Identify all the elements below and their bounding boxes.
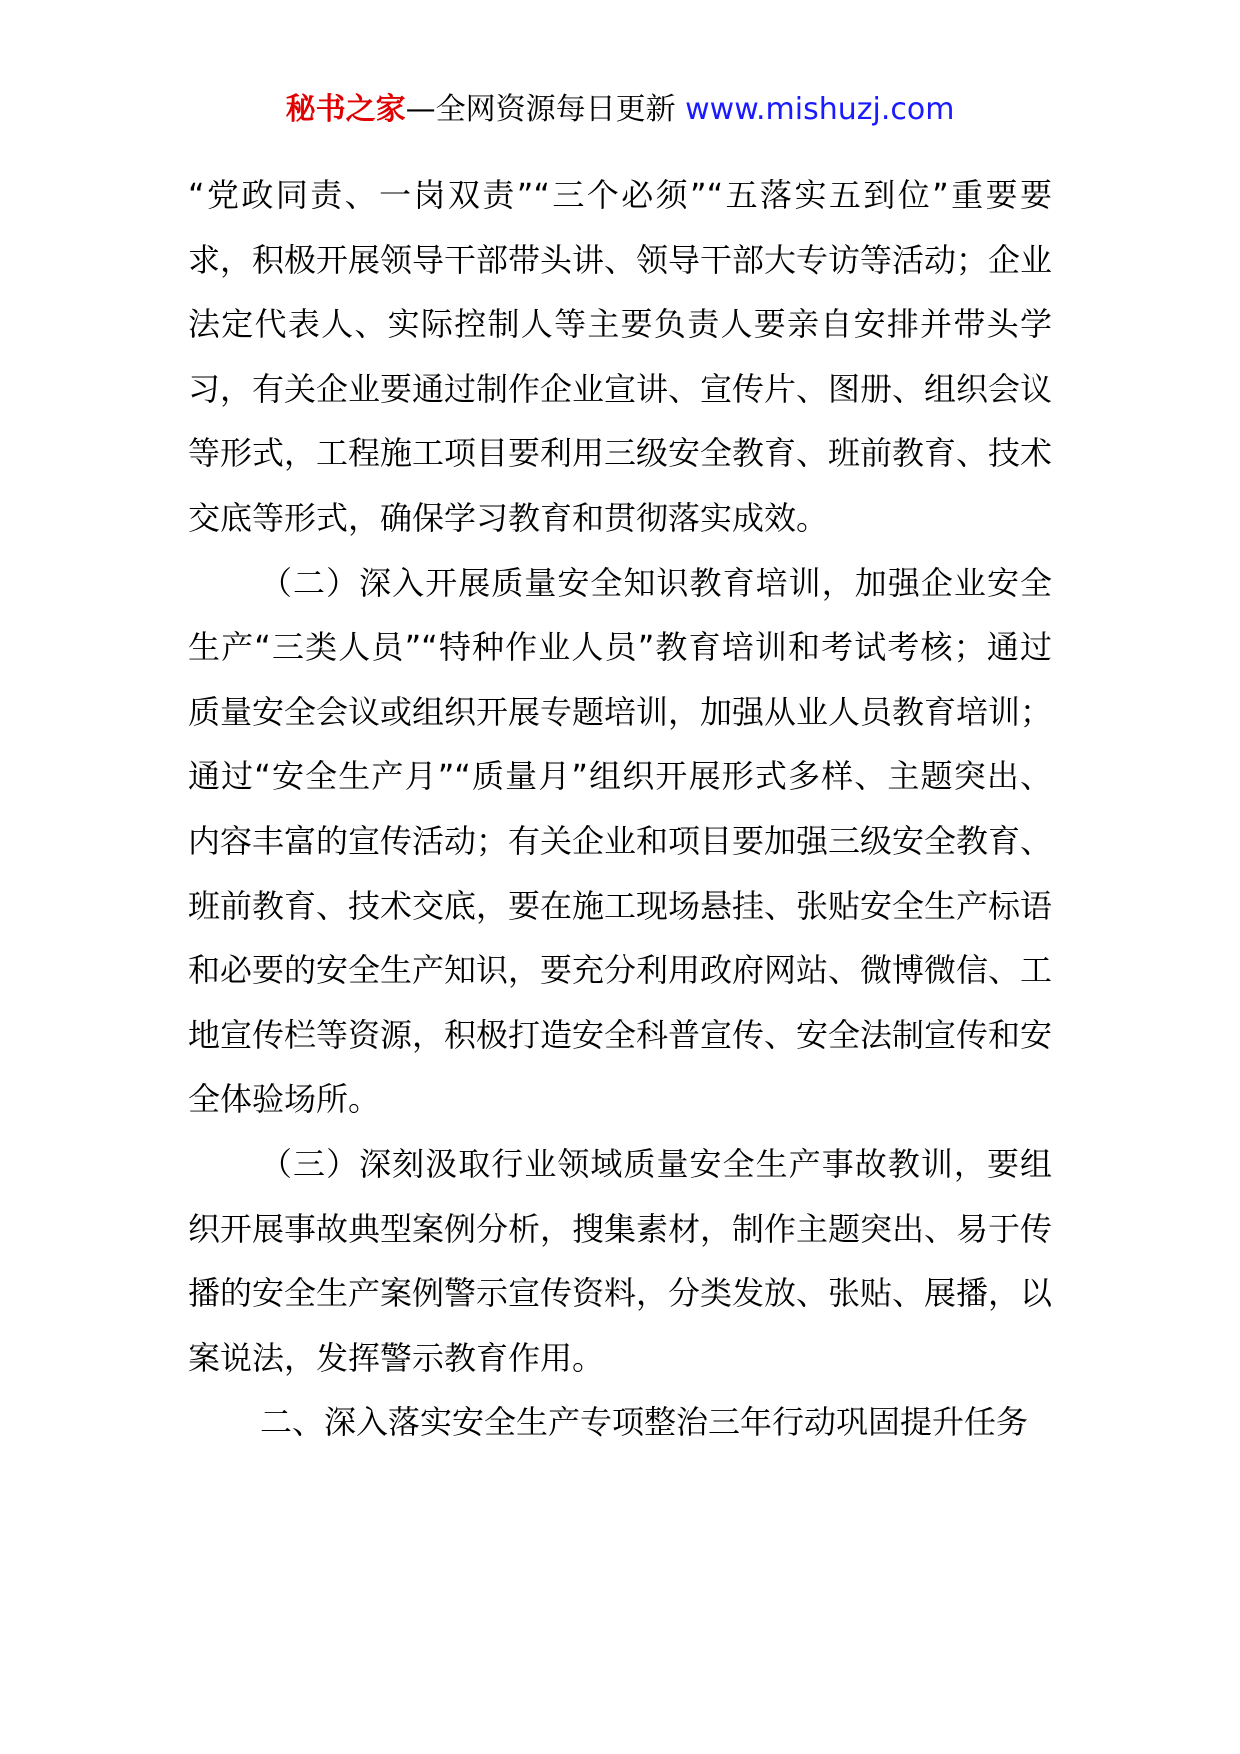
paragraph-continuation: “党政同责、一岗双责”“三个必须”“五落实五到位”重要要求，积极开展领导干部带头讲、领导干部大专访等活动；企业法定代表人、实际控制人等主要负责人要亲自安排并带头学习，有关企业要通过制作企业宣讲、宣传片、图册、组织会议等形式，工程施工项目要利用三级安全教育、班前教育、技术交底等形式，确保学习教育和贯彻落实成效。 xyxy=(188,176,1053,537)
header-tagline: —全网资源每日更新 xyxy=(405,92,676,127)
page-header xyxy=(0,90,1240,130)
paragraph-item-2: （二）深入开展质量安全知识教育培训，加强企业安全生产“三类人员”“特种作业人员”教育培训和考试考核；通过质量安全会议或组织开展专题培训，加强从业人员教育培训；通过“安全生产月”“质量月”组织开展形式多样、主题突出、内容丰富的宣传活动；有关企业和项目要加强三级安全教育、班前教育、技术交底，要在施工现场悬挂、张贴安全生产标语和必要的安全生产知识，要充分利用政府网站、微博微信、工地宣传栏等资源，积极打造安全科普宣传、安全法制宣传和安全体验场所。 xyxy=(188,563,1053,1119)
paragraph-item-3: （三）深刻汲取行业领域质量安全生产事故教训，要组织开展事故典型案例分析，搜集素材，制作主题突出、易于传播的安全生产案例警示宣传资料，分类发放、张贴、展播，以案说法，发挥警示教育作用。 xyxy=(188,1144,1053,1377)
document-body xyxy=(188,163,1052,1455)
website-link[interactable]: www.mishuzj.com xyxy=(685,92,955,127)
brand-name: 秘书之家 xyxy=(285,92,406,127)
section-heading: 二、深入落实安全生产专项整治三年行动巩固提升任务 xyxy=(260,1403,1029,1442)
